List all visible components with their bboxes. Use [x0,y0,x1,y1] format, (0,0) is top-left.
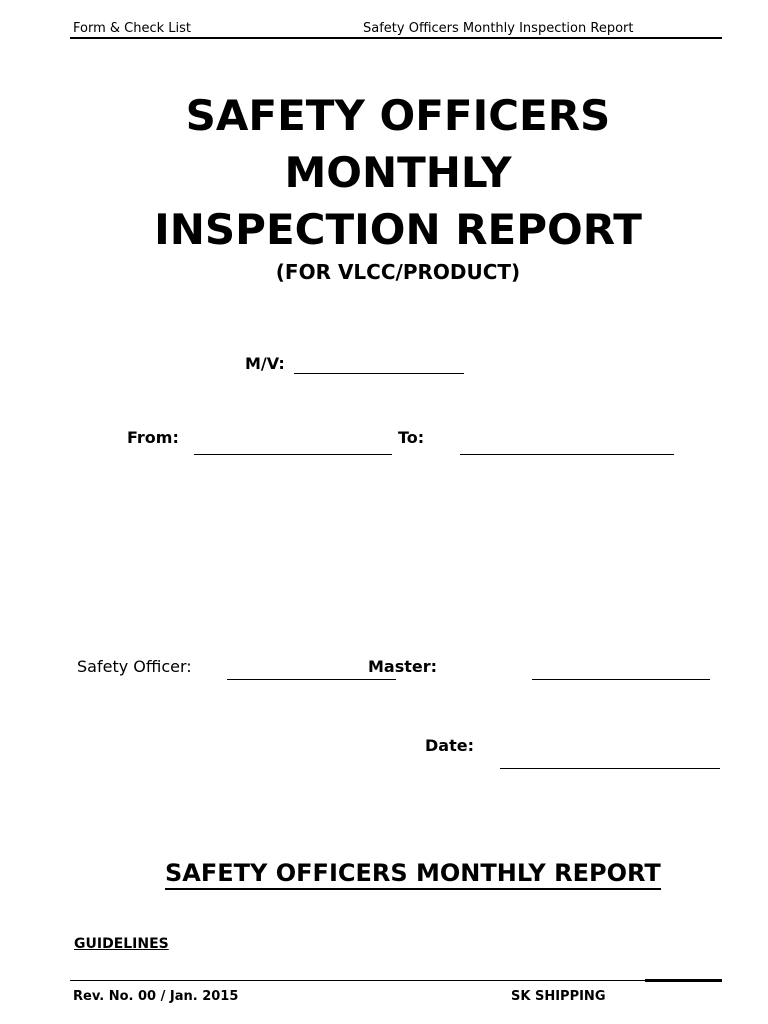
title-line-1: SAFETY OFFICERS [185,91,611,140]
section-title: SAFETY OFFICERS MONTHLY REPORT [165,858,661,890]
footer-divider-accent [645,979,722,982]
footer-company: SK SHIPPING [511,989,606,1004]
safety-officer-label: Safety Officer: [77,657,192,676]
safety-officer-field[interactable] [227,679,396,680]
from-label: From: [127,428,179,447]
date-label: Date: [425,736,474,755]
header-report-name: Safety Officers Monthly Inspection Report [363,21,634,36]
mv-label: M/V: [245,354,285,373]
to-label: To: [398,428,425,447]
to-field[interactable] [460,454,674,455]
mv-field[interactable] [294,373,464,374]
header-divider [70,37,722,39]
title-line-2: MONTHLY [284,148,512,197]
header-form-checklist: Form & Check List [73,21,191,36]
guidelines-heading: GUIDELINES [74,936,169,952]
title-line-3: INSPECTION REPORT [154,205,642,254]
from-field[interactable] [194,454,392,455]
footer-revision: Rev. No. 00 / Jan. 2015 [73,989,239,1004]
footer-divider [70,980,645,981]
title-subtitle: (FOR VLCC/PRODUCT) [275,260,521,284]
master-label: Master: [368,657,438,676]
master-field[interactable] [532,679,710,680]
date-field[interactable] [500,768,720,769]
